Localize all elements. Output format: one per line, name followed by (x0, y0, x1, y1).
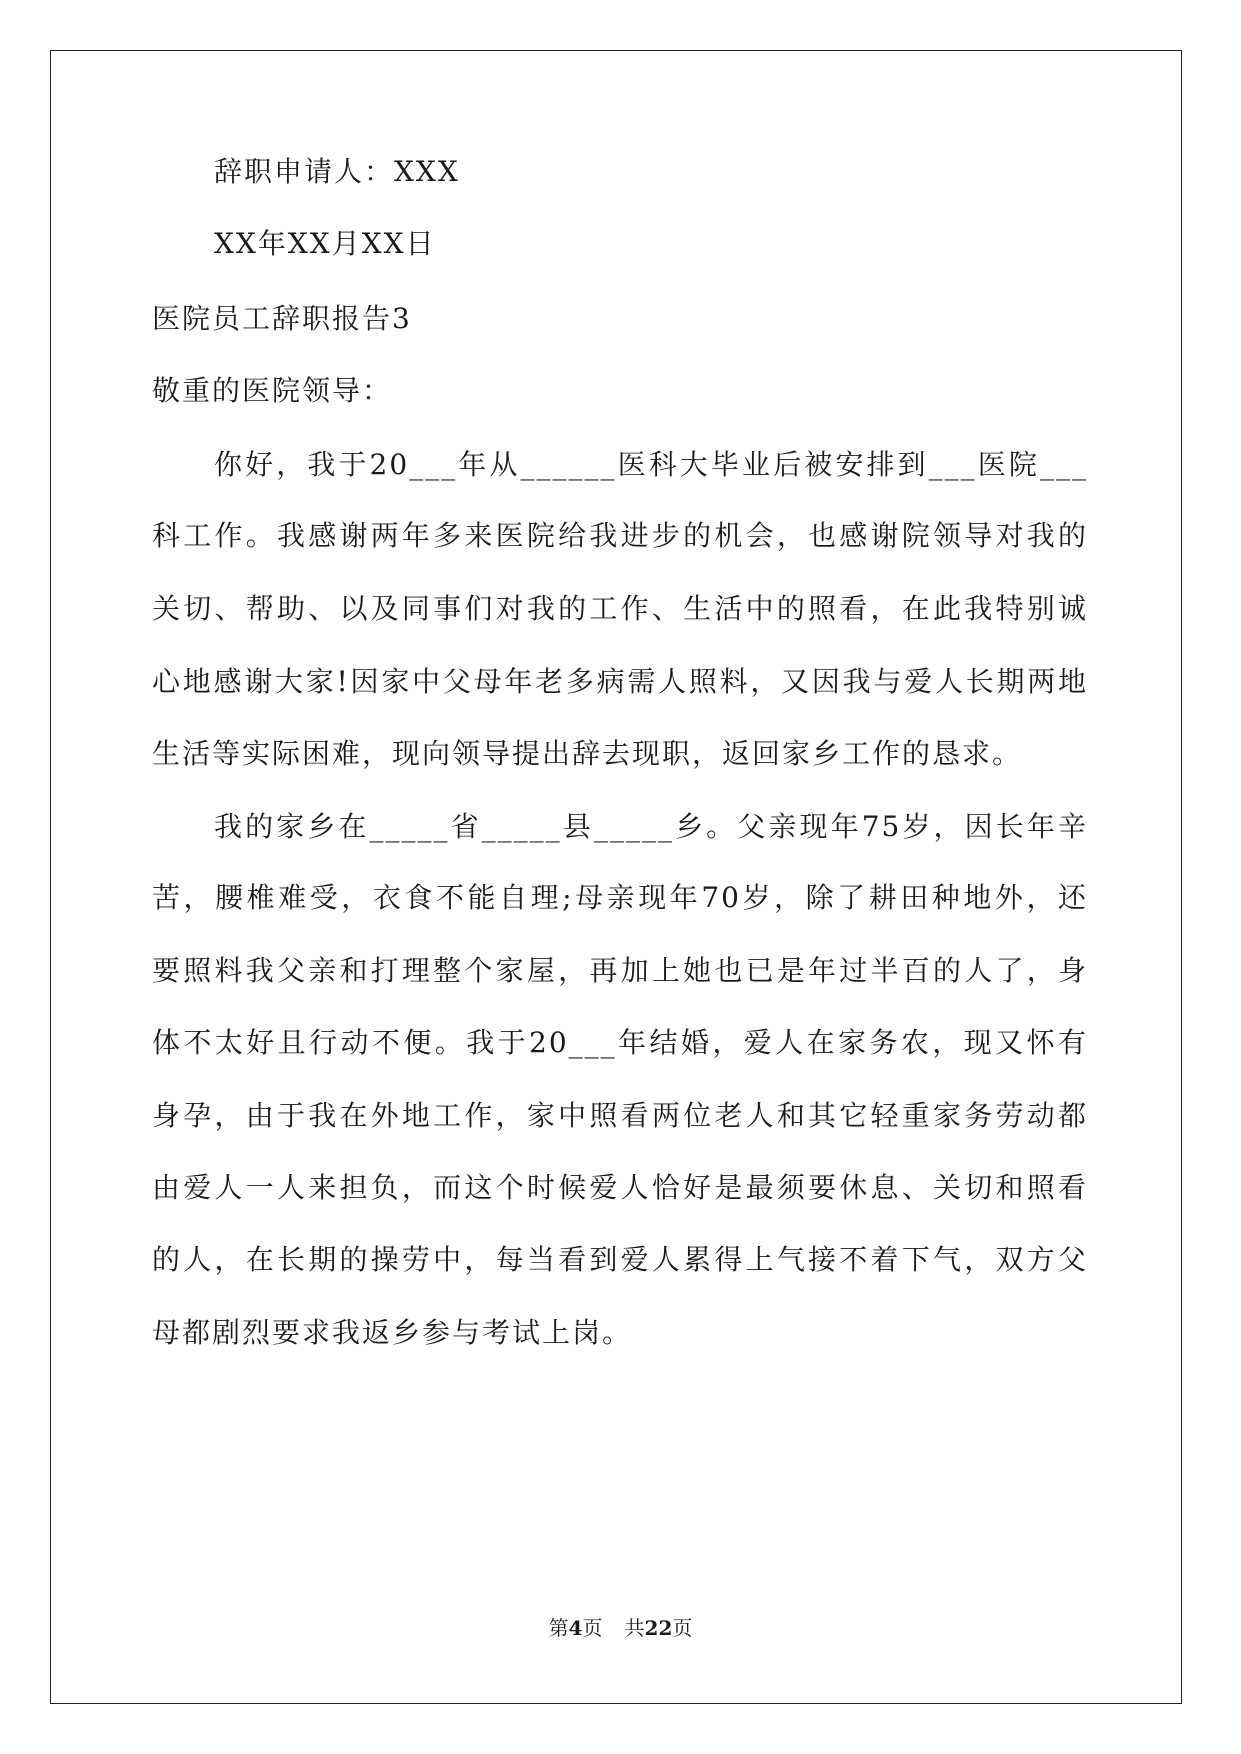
paragraph1-line-3: 关切、帮助、以及同事们对我的工作、生活中的照看，在此我特别诚 (152, 592, 1088, 625)
paragraph1-line-2: 科工作。我感谢两年多来医院给我进步的机会，也感谢院领导对我的 (152, 519, 1088, 552)
date-line: XX年XX月XX日 (214, 227, 436, 260)
page-footer (0, 1612, 1241, 1641)
paragraph1-line-4: 心地感谢大家!因家中父母年老多病需人照料，又因我与爱人长期两地 (152, 665, 1088, 698)
page-prefix: 第 (548, 1616, 569, 1640)
salutation: 敬重的医院领导： (152, 374, 393, 407)
paragraph1-line-1: 你好，我于20___年从______医科大毕业后被安排到___医院___ (214, 448, 1088, 481)
signature-line: 辞职申请人：XXX (214, 155, 460, 188)
paragraph2-line-3: 要照料我父亲和打理整个家屋，再加上她也已是年过半百的人了，身 (152, 954, 1088, 987)
paragraph2-line-8: 母都剧烈要求我返乡参与考试上岗。 (152, 1316, 633, 1349)
paragraph2-line-1: 我的家乡在_____省_____县_____乡。父亲现年75岁，因长年辛 (214, 810, 1088, 843)
paragraph2-line-4: 体不太好且行动不便。我于20___年结婚，爱人在家务农，现又怀有 (152, 1026, 1088, 1059)
page-number: 4 (568, 1616, 583, 1640)
total-pages: 22 (644, 1616, 673, 1640)
paragraph2-line-5: 身孕，由于我在外地工作，家中照看两位老人和其它轻重家务劳动都 (152, 1099, 1088, 1132)
paragraph2-line-6: 由爱人一人来担负，而这个时候爱人恰好是最须要休息、关切和照看 (152, 1171, 1088, 1204)
paragraph2-line-7: 的人，在长期的操劳中，每当看到爱人累得上气接不着下气，双方父 (152, 1243, 1088, 1276)
page-suffix: 页 (582, 1616, 603, 1640)
total-prefix: 共 (624, 1616, 645, 1640)
paragraph1-line-5: 生活等实际困难，现向领导提出辞去现职，返回家乡工作的恳求。 (152, 737, 1023, 770)
page-border (50, 50, 1182, 1704)
paragraph2-line-2: 苦，腰椎难受，衣食不能自理;母亲现年70岁，除了耕田种地外，还 (152, 881, 1088, 914)
section-title: 医院员工辞职报告3 (152, 302, 412, 335)
total-suffix: 页 (672, 1616, 693, 1640)
